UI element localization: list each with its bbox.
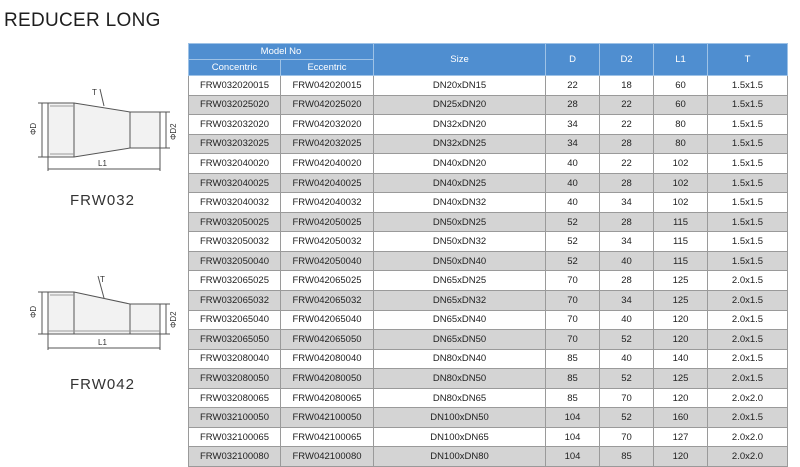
size-cell: DN40xDN20 [374, 154, 546, 174]
eccentric-cell: FRW042032025 [281, 134, 374, 154]
l1-cell: 125 [654, 291, 708, 311]
eccentric-cell: FRW042080065 [281, 388, 374, 408]
size-header: Size [374, 44, 546, 76]
spec-table [188, 43, 788, 467]
t-cell: 2.0x1.5 [708, 349, 788, 369]
d2-cell: 40 [600, 251, 654, 271]
size-cell: DN32xDN25 [374, 134, 546, 154]
table-row [189, 369, 788, 389]
table-row [189, 349, 788, 369]
eccentric-cell: FRW042040020 [281, 154, 374, 174]
t-cell: 2.0x1.5 [708, 291, 788, 311]
l1-cell: 60 [654, 76, 708, 96]
d2-cell: 22 [600, 154, 654, 174]
table-row [189, 212, 788, 232]
l1-cell: 127 [654, 427, 708, 447]
concentric-cell: FRW032065050 [189, 330, 281, 350]
l1-cell: 140 [654, 349, 708, 369]
l1-cell: 115 [654, 232, 708, 252]
d2-cell: 34 [600, 232, 654, 252]
l1-cell: 125 [654, 271, 708, 291]
eccentric-header: Eccentric [281, 60, 374, 76]
size-cell: DN80xDN65 [374, 388, 546, 408]
eccentric-cell: FRW042100050 [281, 408, 374, 428]
d-cell: 104 [546, 447, 600, 467]
eccentric-d-label: ΦD [29, 305, 38, 318]
t-cell: 2.0x2.0 [708, 447, 788, 467]
l1-cell: 115 [654, 212, 708, 232]
d-cell: 70 [546, 291, 600, 311]
table-row [189, 408, 788, 428]
l1-cell: 120 [654, 388, 708, 408]
concentric-t-label: T [92, 88, 97, 97]
t-cell: 1.5x1.5 [708, 251, 788, 271]
t-cell: 2.0x1.5 [708, 408, 788, 428]
size-cell: DN65xDN25 [374, 271, 546, 291]
d-cell: 40 [546, 193, 600, 213]
eccentric-cell: FRW042080050 [281, 369, 374, 389]
model-no-header: Model No [189, 44, 374, 60]
concentric-cell: FRW032100080 [189, 447, 281, 467]
l1-cell: 160 [654, 408, 708, 428]
eccentric-cell: FRW042065050 [281, 330, 374, 350]
concentric-reducer-drawing [20, 85, 180, 185]
size-cell: DN32xDN20 [374, 115, 546, 135]
concentric-cell: FRW032020015 [189, 76, 281, 96]
l1-cell: 120 [654, 310, 708, 330]
d-cell: 52 [546, 251, 600, 271]
t-cell: 1.5x1.5 [708, 95, 788, 115]
concentric-cell: FRW032032020 [189, 115, 281, 135]
t-cell: 2.0x1.5 [708, 369, 788, 389]
d2-cell: 28 [600, 212, 654, 232]
spec-table-body [189, 76, 788, 467]
concentric-cell: FRW032080065 [189, 388, 281, 408]
concentric-model-name: FRW032 [70, 192, 135, 209]
d-cell: 104 [546, 427, 600, 447]
concentric-cell: FRW032065025 [189, 271, 281, 291]
eccentric-cell: FRW042032020 [281, 115, 374, 135]
d-cell: 40 [546, 173, 600, 193]
t-cell: 1.5x1.5 [708, 232, 788, 252]
d2-cell: 18 [600, 76, 654, 96]
l1-cell: 102 [654, 193, 708, 213]
t-cell: 2.0x1.5 [708, 330, 788, 350]
eccentric-cell: FRW042100065 [281, 427, 374, 447]
eccentric-cell: FRW042020015 [281, 76, 374, 96]
table-row [189, 232, 788, 252]
concentric-d2-label: ΦD2 [169, 123, 178, 140]
concentric-cell: FRW032032025 [189, 134, 281, 154]
d2-cell: 28 [600, 134, 654, 154]
size-cell: DN80xDN40 [374, 349, 546, 369]
size-cell: DN50xDN32 [374, 232, 546, 252]
d2-cell: 40 [600, 349, 654, 369]
d-cell: 22 [546, 76, 600, 96]
d-cell: 104 [546, 408, 600, 428]
page-title: REDUCER LONG [4, 10, 161, 31]
size-cell: DN20xDN15 [374, 76, 546, 96]
concentric-l1-label: L1 [98, 159, 107, 168]
concentric-cell: FRW032080040 [189, 349, 281, 369]
table-row [189, 427, 788, 447]
eccentric-reducer-drawing [20, 270, 180, 365]
d2-cell: 85 [600, 447, 654, 467]
table-row [189, 271, 788, 291]
eccentric-cell: FRW042080040 [281, 349, 374, 369]
concentric-header: Concentric [189, 60, 281, 76]
concentric-cell: FRW032100065 [189, 427, 281, 447]
table-row [189, 330, 788, 350]
size-cell: DN50xDN25 [374, 212, 546, 232]
d-cell: 70 [546, 310, 600, 330]
t-cell: 1.5x1.5 [708, 173, 788, 193]
eccentric-cell: FRW042040032 [281, 193, 374, 213]
concentric-cell: FRW032040032 [189, 193, 281, 213]
size-cell: DN50xDN40 [374, 251, 546, 271]
d2-cell: 34 [600, 291, 654, 311]
concentric-cell: FRW032040020 [189, 154, 281, 174]
d-cell: 70 [546, 330, 600, 350]
table-row [189, 154, 788, 174]
t-cell: 1.5x1.5 [708, 134, 788, 154]
d-cell: 34 [546, 134, 600, 154]
t-header: T [708, 44, 788, 76]
t-cell: 2.0x2.0 [708, 388, 788, 408]
d2-cell: 22 [600, 95, 654, 115]
size-cell: DN65xDN32 [374, 291, 546, 311]
table-row [189, 95, 788, 115]
d2-cell: 52 [600, 330, 654, 350]
table-row [189, 447, 788, 467]
d-cell: 85 [546, 388, 600, 408]
table-row [189, 251, 788, 271]
table-row [189, 388, 788, 408]
d2-cell: 22 [600, 115, 654, 135]
table-row [189, 193, 788, 213]
d-cell: 34 [546, 115, 600, 135]
l1-cell: 102 [654, 154, 708, 174]
l1-header: L1 [654, 44, 708, 76]
eccentric-d2-label: ΦD2 [169, 311, 178, 328]
eccentric-cell: FRW042065040 [281, 310, 374, 330]
concentric-cell: FRW032050032 [189, 232, 281, 252]
size-cell: DN65xDN50 [374, 330, 546, 350]
t-cell: 1.5x1.5 [708, 76, 788, 96]
l1-cell: 115 [654, 251, 708, 271]
size-cell: DN100xDN80 [374, 447, 546, 467]
table-row [189, 310, 788, 330]
t-cell: 2.0x1.5 [708, 271, 788, 291]
d2-cell: 28 [600, 271, 654, 291]
concentric-cell: FRW032025020 [189, 95, 281, 115]
eccentric-cell: FRW042065032 [281, 291, 374, 311]
eccentric-l1-label: L1 [98, 338, 107, 347]
t-cell: 2.0x2.0 [708, 427, 788, 447]
l1-cell: 80 [654, 115, 708, 135]
t-cell: 1.5x1.5 [708, 115, 788, 135]
eccentric-cell: FRW042065025 [281, 271, 374, 291]
concentric-cell: FRW032040025 [189, 173, 281, 193]
d-cell: 28 [546, 95, 600, 115]
l1-cell: 60 [654, 95, 708, 115]
eccentric-cell: FRW042100080 [281, 447, 374, 467]
size-cell: DN65xDN40 [374, 310, 546, 330]
t-cell: 1.5x1.5 [708, 154, 788, 174]
size-cell: DN25xDN20 [374, 95, 546, 115]
concentric-cell: FRW032065040 [189, 310, 281, 330]
d2-cell: 34 [600, 193, 654, 213]
d-cell: 70 [546, 271, 600, 291]
d2-header: D2 [600, 44, 654, 76]
concentric-cell: FRW032050040 [189, 251, 281, 271]
size-cell: DN80xDN50 [374, 369, 546, 389]
d-cell: 85 [546, 349, 600, 369]
table-row [189, 291, 788, 311]
d2-cell: 70 [600, 388, 654, 408]
table-row [189, 173, 788, 193]
size-cell: DN100xDN65 [374, 427, 546, 447]
d2-cell: 52 [600, 369, 654, 389]
concentric-cell: FRW032080050 [189, 369, 281, 389]
table-row [189, 76, 788, 96]
concentric-cell: FRW032050025 [189, 212, 281, 232]
eccentric-cell: FRW042025020 [281, 95, 374, 115]
l1-cell: 120 [654, 330, 708, 350]
d2-cell: 52 [600, 408, 654, 428]
eccentric-cell: FRW042040025 [281, 173, 374, 193]
l1-cell: 80 [654, 134, 708, 154]
eccentric-model-name: FRW042 [70, 376, 135, 393]
eccentric-t-label: T [100, 275, 105, 284]
eccentric-reducer-diagram [20, 270, 180, 365]
concentric-cell: FRW032100050 [189, 408, 281, 428]
concentric-cell: FRW032065032 [189, 291, 281, 311]
d2-cell: 40 [600, 310, 654, 330]
d-cell: 40 [546, 154, 600, 174]
table-row [189, 134, 788, 154]
d2-cell: 70 [600, 427, 654, 447]
d-cell: 85 [546, 369, 600, 389]
eccentric-cell: FRW042050025 [281, 212, 374, 232]
concentric-reducer-diagram [20, 85, 180, 185]
size-cell: DN100xDN50 [374, 408, 546, 428]
l1-cell: 120 [654, 447, 708, 467]
d2-cell: 28 [600, 173, 654, 193]
d-cell: 52 [546, 212, 600, 232]
d-cell: 52 [546, 232, 600, 252]
eccentric-cell: FRW042050032 [281, 232, 374, 252]
l1-cell: 125 [654, 369, 708, 389]
size-cell: DN40xDN32 [374, 193, 546, 213]
table-row [189, 115, 788, 135]
t-cell: 2.0x1.5 [708, 310, 788, 330]
l1-cell: 102 [654, 173, 708, 193]
t-cell: 1.5x1.5 [708, 193, 788, 213]
size-cell: DN40xDN25 [374, 173, 546, 193]
d-header: D [546, 44, 600, 76]
eccentric-cell: FRW042050040 [281, 251, 374, 271]
t-cell: 1.5x1.5 [708, 212, 788, 232]
concentric-d-label: ΦD [29, 122, 38, 135]
